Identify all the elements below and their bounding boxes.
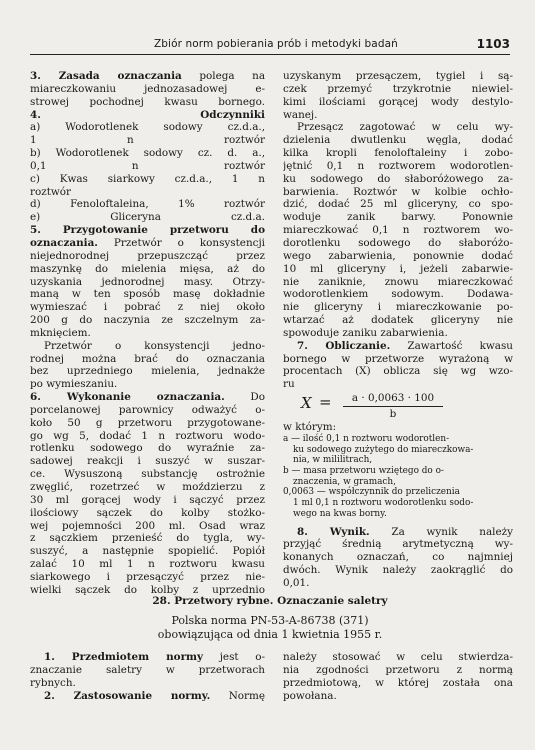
- text-line: [283, 301, 513, 314]
- text-line: [283, 198, 513, 211]
- text-run: a) Wodorotlenek sodowy cz.d.a.,: [30, 121, 265, 134]
- text-run: zwęglić, rozetrzeć w moździerzu z: [30, 481, 265, 493]
- text-line: [283, 173, 513, 186]
- text-run: Przesącz zagotować w celu wy-: [297, 121, 513, 134]
- text-run: wodorotlenkiem sodowym. Dodawa-: [283, 288, 513, 301]
- text-run: rodnej można brać do oznaczania: [30, 352, 265, 365]
- legend-line: ku sodowego zużytego do miareczkowa-: [293, 444, 474, 455]
- text-run: 0,01.: [283, 576, 310, 589]
- legend-line: a — ilość 0,1 n roztworu wodorotlen-: [283, 433, 450, 444]
- text-run: kimi ilościami gorącej wody destylo-: [283, 95, 513, 108]
- text-line: [30, 507, 265, 520]
- text-run: barwienia. Roztwór w kolbie ochło-: [283, 185, 513, 198]
- text-line: [30, 134, 265, 147]
- legend-line: 1 ml 0,1 n roztworu wodorotlenku sodo-: [293, 498, 474, 509]
- text-run: przedmiotową, w której została ona: [283, 676, 513, 689]
- text-line: [283, 314, 513, 327]
- text-line: [30, 147, 265, 160]
- text-line: [30, 468, 265, 481]
- text-run: dzić, dodać 25 ml gliceryny, co spo-: [283, 198, 513, 211]
- text-line: [283, 83, 513, 96]
- text-line: [30, 160, 265, 173]
- text-line: [30, 301, 265, 314]
- text-run: ru: [283, 378, 295, 391]
- text-run: koło 50 g przetworu przygotowane-: [30, 416, 265, 429]
- where-label: w którym:: [283, 421, 337, 434]
- text-line: [30, 211, 265, 224]
- text-run: procentach (X) oblicza się wg wzo-: [283, 365, 513, 378]
- legend-line: znaczenia, w gramach,: [293, 476, 396, 487]
- text-line: [30, 545, 265, 558]
- text-run: niejednorodnej przepuszcząć przez: [30, 249, 265, 262]
- text-line: [30, 677, 265, 690]
- text-run: sadowej reakcji i suszyć w suszar-: [30, 455, 265, 468]
- text-line: [30, 288, 265, 301]
- norm-effective-date: obowiązująca od dnia 1 kwietnia 1955 r.: [157, 628, 383, 641]
- text-line: [283, 96, 513, 109]
- text-line: [30, 404, 265, 417]
- text-line: [283, 564, 513, 577]
- text-line: [283, 276, 513, 289]
- heading-run: oznaczania.: [30, 236, 98, 249]
- text-run: polega na: [181, 70, 265, 82]
- text-run: Przetwór o konsystencji jedno-: [44, 339, 265, 352]
- text-line: [30, 571, 265, 584]
- fraction-bar: [343, 406, 443, 407]
- text-line: [30, 494, 265, 507]
- text-run: czek przemyć trzykrotnie niewiel-: [283, 82, 513, 95]
- text-line: [30, 96, 265, 109]
- text-line: [283, 340, 513, 353]
- text-run: 30 ml gorącej wody i sączyć przez: [30, 493, 265, 506]
- text-run: powołana.: [283, 689, 337, 702]
- text-line: [283, 70, 513, 83]
- formula-lhs: X: [301, 394, 312, 413]
- text-line: [283, 186, 513, 199]
- heading-run: 6. Wykonanie oznaczania.: [30, 391, 225, 404]
- text-run: konanych oznaczań, co najmniej: [283, 551, 513, 564]
- text-line: [30, 237, 265, 250]
- text-line: [30, 224, 265, 237]
- left-column: [30, 70, 265, 597]
- text-run: Przetwór o konsystencji: [97, 236, 265, 249]
- text-run: zalać 10 ml 1 n roztworu kwasu: [30, 558, 265, 571]
- page-header: [30, 38, 510, 55]
- heading-run: 4. Odczynniki: [30, 108, 265, 121]
- norm-number: Polska norma PN-53-A-86738 (371): [171, 614, 369, 627]
- text-run: wego zabarwienia, ponownie dodać: [283, 249, 513, 262]
- text-run: strowej pochodnej kwasu bornego.: [30, 95, 265, 108]
- text-line: [283, 211, 513, 224]
- formula-numerator: a · 0,0063 · 100: [351, 392, 435, 405]
- text-run: z sączkiem przenieść do tygla, wy-: [30, 532, 265, 545]
- text-run: 0,1 n roztwór: [30, 159, 265, 172]
- text-line: [283, 109, 513, 122]
- text-run: nie gliceryny i miareczkowanie po-: [283, 301, 513, 314]
- text-line: [30, 664, 265, 677]
- text-line: [283, 664, 513, 677]
- text-run: 200 g do naczynia ze szczelnym za-: [30, 314, 265, 327]
- text-line: [30, 109, 265, 122]
- text-line: [283, 577, 513, 590]
- text-run: Do: [224, 391, 265, 404]
- text-run: e) Gliceryna cz.d.a.: [30, 211, 265, 224]
- text-run: dwóch. Wynik należy zaokrąglić do: [283, 564, 513, 577]
- text-run: c) Kwas siarkowy cz.d.a., 1 n: [30, 172, 265, 185]
- text-run: nie zaniknie, znowu miareczkować: [283, 275, 513, 288]
- scope-paragraph: [30, 651, 265, 702]
- text-line: [30, 186, 265, 199]
- text-line: [30, 481, 265, 494]
- formula-denominator: b: [389, 408, 397, 421]
- variable-legend: [283, 434, 513, 520]
- text-line: [283, 677, 513, 690]
- text-run: rotlenku sodowego do wyraźnie za-: [30, 442, 265, 455]
- formula-equals: =: [319, 393, 332, 412]
- text-run: nia zgodności przetworu z normą: [283, 663, 513, 676]
- text-run: wanej.: [283, 108, 318, 121]
- text-line: [283, 224, 513, 237]
- text-line: [30, 198, 265, 211]
- text-line: [283, 134, 513, 147]
- text-run: ku sodowego do słaboróżowego za-: [283, 172, 513, 185]
- text-line: [283, 263, 513, 276]
- text-run: uzyskanym przesączem, tygiel i są-: [283, 70, 513, 82]
- text-line: [30, 532, 265, 545]
- text-line: [283, 690, 513, 703]
- text-line: [30, 173, 265, 186]
- right-column-text: [283, 70, 513, 391]
- heading-run: 3. Zasada oznaczania: [30, 70, 182, 82]
- text-run: siarkowego i przesączyć przez nie-: [30, 570, 265, 583]
- text-run: mknięciem.: [30, 326, 91, 339]
- legend-line: wego na kwas borny.: [293, 508, 387, 519]
- text-line: [283, 147, 513, 160]
- text-line: [283, 526, 513, 539]
- text-run: Za wynik należy: [369, 525, 513, 538]
- text-line: [283, 651, 513, 664]
- text-run: miareczkowaniu jednozasadowej e-: [30, 82, 265, 95]
- text-line: [30, 417, 265, 430]
- text-line: [283, 237, 513, 250]
- page-number: 1103: [476, 37, 510, 51]
- text-line: [30, 250, 265, 263]
- text-run: Normę: [210, 689, 265, 702]
- text-run: maną w ten sposób masę dokładnie: [30, 288, 265, 301]
- text-line: [30, 378, 265, 391]
- text-run: kilka kropli fenoloftaleiny i zobo-: [283, 147, 513, 160]
- text-run: 10 ml gliceryny i, jeżeli zabarwie-: [283, 262, 513, 275]
- text-run: ce. Wysuszoną substancję ostrożnie: [30, 468, 265, 481]
- text-run: przyjąć średnią arytmetyczną wy-: [283, 538, 513, 551]
- text-run: d) Fenoloftaleina, 1% roztwór: [30, 198, 265, 211]
- text-line: [283, 365, 513, 378]
- text-run: należy stosować w celu stwierdza-: [283, 651, 513, 663]
- text-line: [30, 455, 265, 468]
- legend-line: b — masa przetworu wziętego do o-: [283, 466, 444, 477]
- text-line: [30, 430, 265, 443]
- text-line: [30, 651, 265, 664]
- text-line: [30, 276, 265, 289]
- text-run: spowoduje zaniku zabarwienia.: [283, 326, 448, 339]
- text-line: [283, 378, 513, 391]
- text-line: [30, 263, 265, 276]
- text-run: porcelanowej parownicy odważyć o-: [30, 403, 265, 416]
- text-run: wej pojemności 200 ml. Osad wraz: [30, 519, 265, 532]
- right-column: [283, 70, 513, 590]
- text-run: maszynkę do mielenia mięsa, aż do: [30, 262, 265, 275]
- running-head: Zbiór norm pobierania prób i metodyki badań: [154, 38, 398, 50]
- text-line: [30, 70, 265, 83]
- text-run: jest o-: [203, 651, 265, 663]
- heading-run: 8. Wynik.: [297, 525, 370, 538]
- heading-run: 2. Zastosowanie normy.: [44, 689, 211, 702]
- text-run: bez uprzedniego mielenia, jednakże: [30, 365, 265, 378]
- text-line: [30, 353, 265, 366]
- text-line: [30, 520, 265, 533]
- text-run: wymieszać i pobrać z niej około: [30, 301, 265, 314]
- text-run: dzielenia dwutlenku węgla, dodać: [283, 134, 513, 147]
- section-title: 28. Przetwory rybne. Oznaczanie saletry: [152, 595, 388, 607]
- heading-run: 5. Przygotowanie przetworu do: [30, 224, 265, 237]
- text-line: [30, 442, 265, 455]
- text-line: [30, 365, 265, 378]
- text-line: [30, 121, 265, 134]
- text-line: [30, 314, 265, 327]
- text-run: roztwór: [30, 185, 71, 198]
- heading-run: 7. Obliczanie.: [297, 339, 391, 352]
- text-run: woduje zanik barwy. Ponownie: [283, 211, 513, 224]
- text-run: ilościowy sączek do kolby stożko-: [30, 506, 265, 519]
- text-line: [30, 690, 265, 703]
- text-run: rybnych.: [30, 676, 76, 689]
- legend-line: 0,0063 — współczynnik do przeliczenia: [283, 487, 460, 498]
- text-run: znaczanie saletry w przetworach: [30, 663, 265, 676]
- legend-line: nia, w mililitrach,: [293, 455, 373, 466]
- text-line: [283, 250, 513, 263]
- text-run: suszyć, a następnie spopielić. Popiół: [30, 545, 265, 558]
- text-line: [283, 121, 513, 134]
- text-line: [30, 558, 265, 571]
- text-run: jętnić 0,1 n roztworem wodorotlen-: [283, 159, 513, 172]
- text-run: b) Wodorotlenek sodowy cz. d. a.,: [30, 147, 265, 160]
- text-line: [283, 353, 513, 366]
- text-run: go wg 5, dodać 1 n roztworu wodo-: [30, 429, 265, 442]
- text-run: dorotlenku sodowego do słaboróżo-: [283, 236, 513, 249]
- text-line: [30, 340, 265, 353]
- text-run: wtarzać aż dodatek gliceryny nie: [283, 314, 513, 327]
- text-line: [283, 327, 513, 340]
- text-line: [30, 83, 265, 96]
- heading-run: 1. Przedmiotem normy: [44, 651, 204, 663]
- text-line: [283, 538, 513, 551]
- text-run: po wymieszaniu.: [30, 378, 118, 391]
- text-line: [30, 391, 265, 404]
- text-run: miareczkować 0,1 n roztworem wo-: [283, 224, 513, 237]
- text-run: bornego w przetworze wyrażoną w: [283, 352, 513, 365]
- result-paragraph: [283, 526, 513, 590]
- formula: [283, 391, 513, 421]
- text-run: Zawartość kwasu: [390, 339, 513, 352]
- text-run: 1 n roztwór: [30, 134, 265, 147]
- text-line: [30, 327, 265, 340]
- text-line: [283, 288, 513, 301]
- text-run: wielki sączek do kolby z uprzednio: [30, 583, 265, 596]
- text-line: [283, 160, 513, 173]
- text-line: [283, 551, 513, 564]
- application-paragraph: [283, 651, 513, 702]
- text-run: uzyskania jednorodnej masy. Otrzy-: [30, 275, 265, 288]
